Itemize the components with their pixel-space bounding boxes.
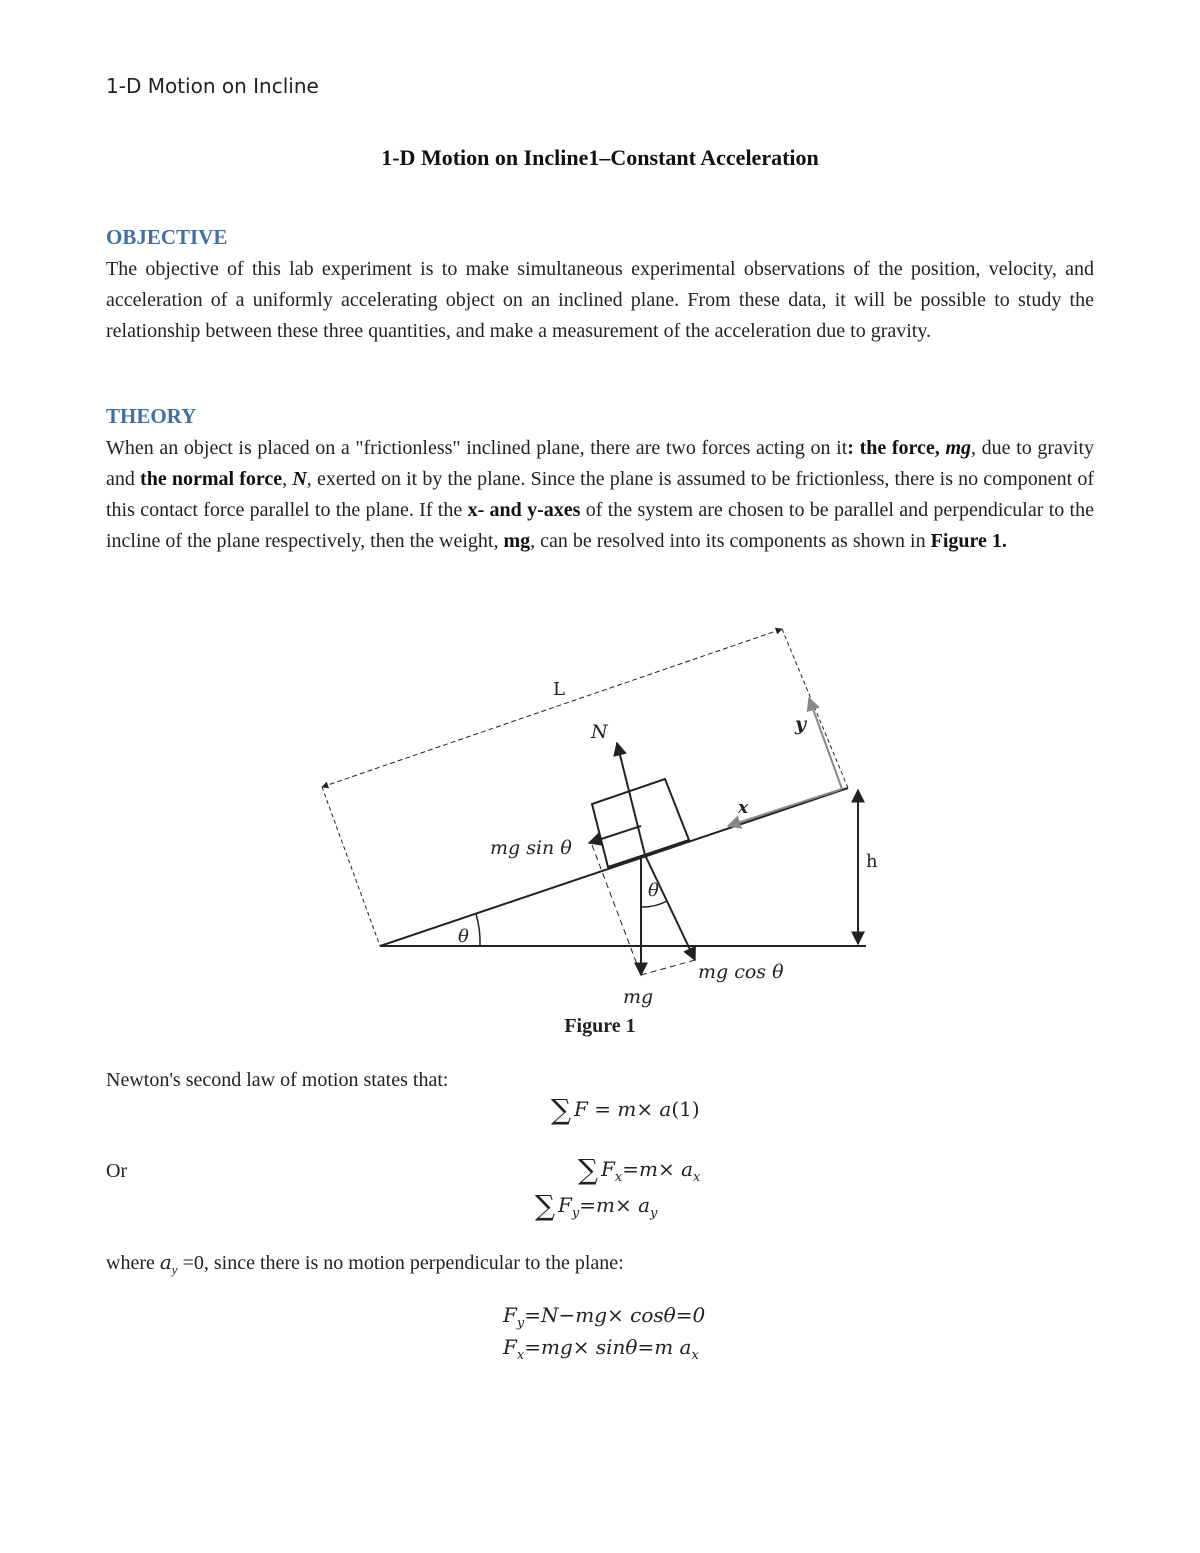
length-arrow (322, 629, 782, 787)
y-axis-arrow (809, 698, 842, 789)
label-x: x (738, 798, 749, 818)
label-mg-cos: mg cos θ (698, 961, 784, 983)
label-h: h (866, 851, 878, 872)
label-y: y (795, 713, 807, 735)
label-theta-base: θ (458, 926, 469, 947)
running-header: 1-D Motion on Incline (106, 74, 319, 98)
equation-4: $F_y=N-mg\times \cos\theta=0$ (503, 1303, 706, 1331)
base-angle-arc (476, 914, 480, 946)
objective-paragraph: The objective of this lab experiment is to make simultaneous experimental observations of the position, velocity, and acceleration of a uniformly accelerating object on an inclined plane. From these data, it will be possible to study the relationship between these three quantities, and make a measurement of the acceleration due to gravity. (106, 258, 1094, 342)
figure-caption: Figure 1 (564, 1015, 636, 1037)
label-mg-sin: mg sin θ (490, 837, 572, 859)
equation-1: ∑ F = m× a(1) (551, 1093, 700, 1126)
or-label: Or (106, 1160, 128, 1182)
mg-cos-arrow (645, 855, 695, 960)
label-mg: mg (623, 986, 654, 1008)
construction-line-2 (641, 960, 695, 975)
theory-heading: THEORY (106, 404, 197, 428)
label-N: N (591, 721, 608, 743)
theory-paragraph: When an object is placed on a "frictionless" inclined plane, there are two forces acting on it: the force, mg, due to gravity and the normal force, N, exerted on it by the plane. Since the plane is assumed to be frictionless, there is no component of this contact force parallel to the plane. If the x- and y-axes of the system are chosen to be parallel and perpendicular to the incline of the plane respectively, then the weight, mg, can be resolved into its components as shown in Figure 1. (106, 437, 1094, 552)
document-title: 1-D Motion on Incline1–Constant Acceleration (381, 145, 819, 170)
length-extension-right (782, 629, 848, 788)
block-angle-arc (641, 901, 667, 907)
label-theta-block: θ (648, 880, 659, 901)
label-L: L (553, 679, 565, 700)
block (592, 779, 689, 867)
where-line: where $a_y =0$, since there is no motion perpendicular to the plane: (106, 1250, 624, 1277)
newton-intro: Newton's second law of motion states that: (106, 1069, 449, 1091)
equation-5: $F_x=mg\times \sin\theta=m$ $a_x$ (503, 1335, 699, 1363)
objective-heading: OBJECTIVE (106, 225, 228, 249)
equation-3: ∑ $F_y=m\times a_y$ (535, 1189, 658, 1222)
length-extension-left (322, 787, 380, 946)
incline-diagram (300, 615, 900, 1015)
equation-2: ∑ $F_x=m\times a_x$ (578, 1153, 701, 1186)
